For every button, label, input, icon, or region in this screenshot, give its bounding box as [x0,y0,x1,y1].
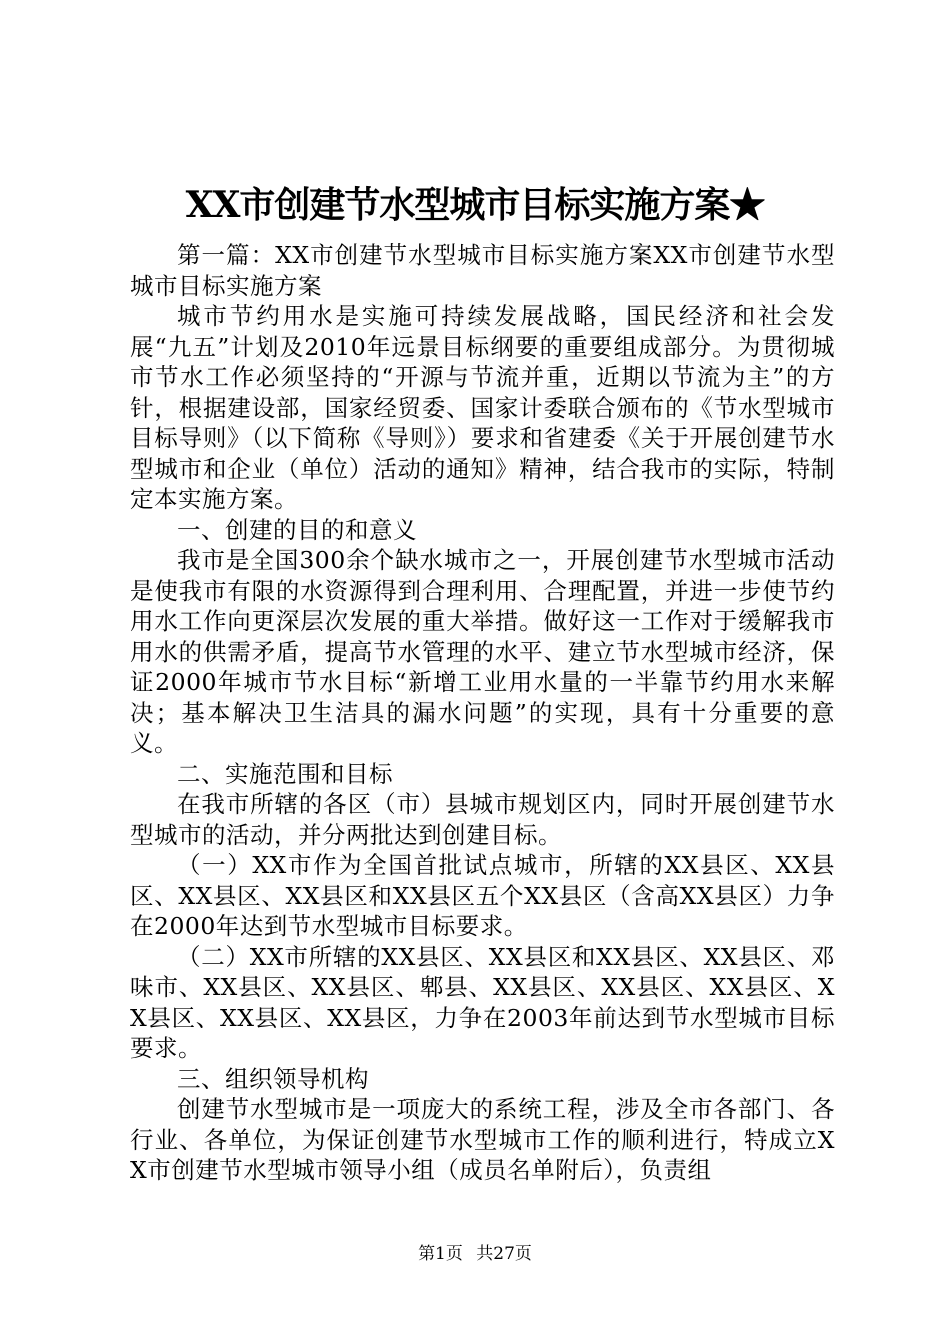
paragraph: 我市是全国300余个缺水城市之一，开展创建节水型城市活动是使我市有限的水资源得到合理利用、合理配置，并进一步使节约用水工作向更深层次发展的重大举措。做好这一工作对于缓解我市用水的供需矛盾，提高节水管理的水平、建立节水型城市经济，保证2000年城市节水目标“新增工业用水量的一半靠节约用水来解决；基本解决卫生洁具的漏水问题”的实现，具有十分重要的意义。 [130,546,835,757]
paragraph: 在我市所辖的各区（市）县城市规划区内，同时开展创建节水型城市的活动，并分两批达到创建目标。 [130,790,835,849]
paragraph: （二）XX市所辖的XX县区、XX县区和XX县区、XX县区、邓味市、XX县区、XX县区、郫县、XX县区、XX县区、XX县区、XX县区、XX县区、XX县区，力争在2003年前达到节水型城市目标要求。 [130,942,835,1062]
document-title: XX市创建节水型城市目标实施方案★ [185,184,765,226]
paragraph: 城市节约用水是实施可持续发展战略，国民经济和社会发展“九五”计划及2010年远景目标纲要的重要组成部分。为贯彻城市节水工作必须坚持的“开源与节流并重，近期以节流为主”的方针，根据建设部，国家经贸委、国家计委联合颁布的《节水型城市目标导则》（以下简称《导则》）要求和省建委《关于开展创建节水型城市和企业（单位）活动的通知》精神，结合我市的实际，特制定本实施方案。 [130,302,835,513]
paragraph: （一）XX市作为全国首批试点城市，所辖的XX县区、XX县区、XX县区、XX县区和XX县区五个XX县区（含高XX县区）力争在2000年达到节水型城市目标要求。 [130,851,835,940]
document-body [130,240,835,1186]
section-heading: 一、创建的目的和意义 [177,515,417,544]
section-heading: 二、实施范围和目标 [177,759,393,788]
paragraph: 第一篇：XX市创建节水型城市目标实施方案XX市创建节水型城市目标实施方案 [130,241,835,300]
paragraph: 创建节水型城市是一项庞大的系统工程，涉及全市各部门、各行业、各单位，为保证创建节水型城市工作的顺利进行，特成立XX市创建节水型城市领导小组（成员名单附后），负责组 [130,1095,835,1184]
page-number: 第1页 [418,1244,463,1264]
page-total: 共27页 [476,1244,532,1264]
page-footer [0,1243,950,1265]
section-heading: 三、组织领导机构 [177,1064,369,1093]
